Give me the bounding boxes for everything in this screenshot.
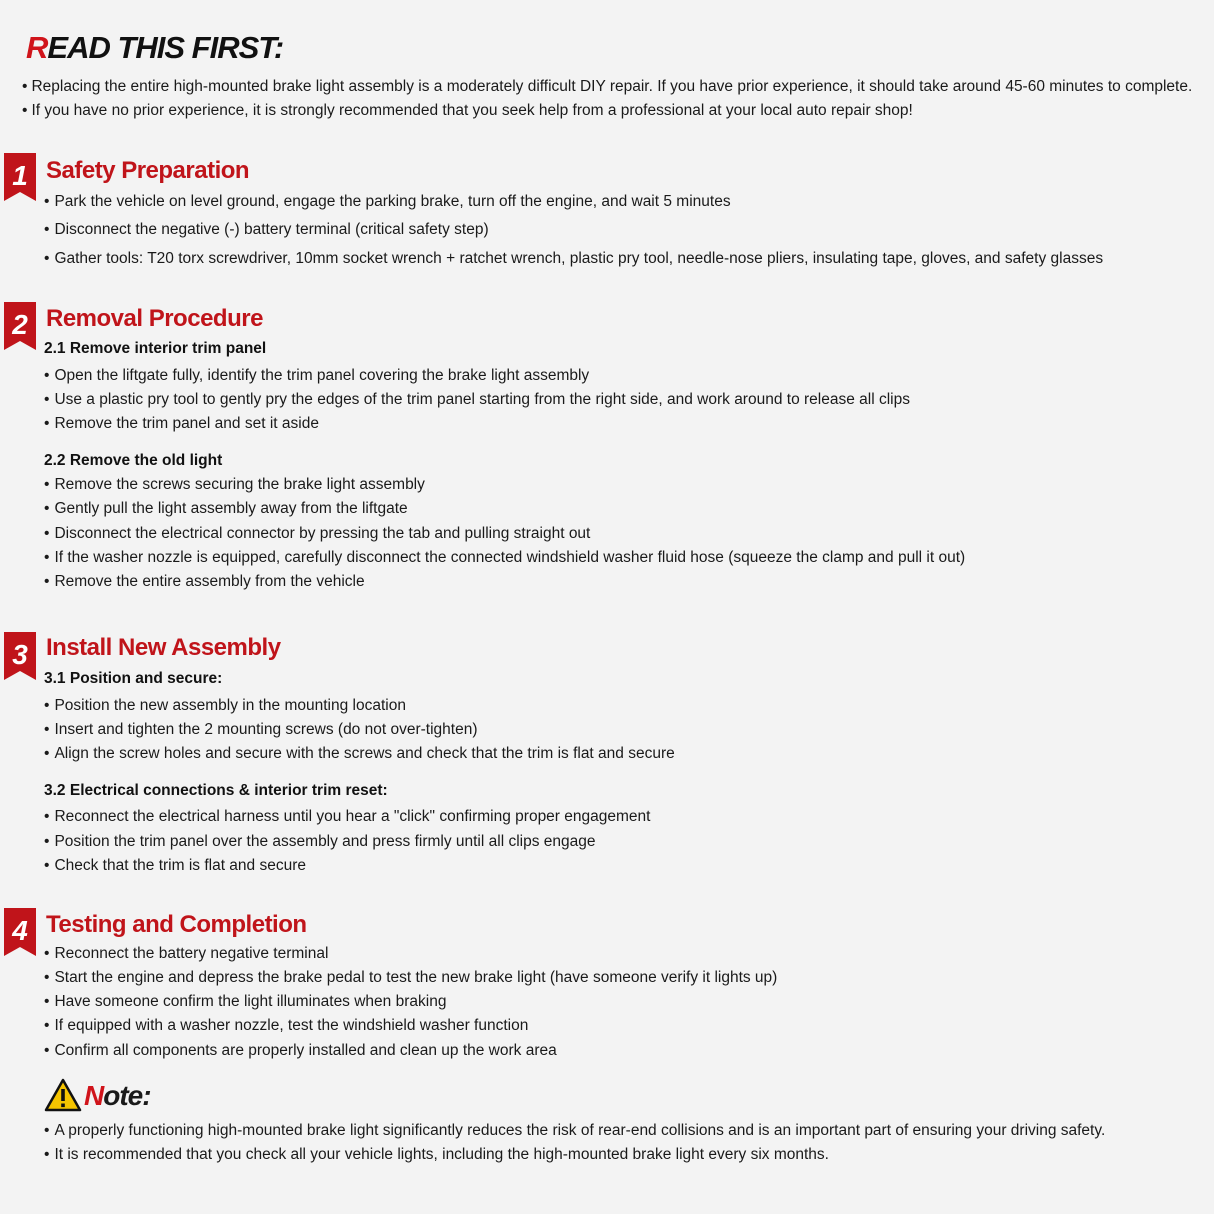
note-item: • It is recommended that you check all your vehicle lights, including the high-mounted brake light every six months.	[44, 1146, 829, 1164]
list-item: • Have someone confirm the light illuminates when braking	[44, 993, 446, 1011]
step-3-badge-icon	[4, 632, 36, 680]
list-item: • Remove the entire assembly from the vehicle	[44, 573, 365, 591]
note-item: • A properly functioning high-mounted brake light significantly reduces the risk of rear-end collisions and is an important part of ensuring your driving safety.	[44, 1122, 1105, 1140]
list-item: • Reconnect the battery negative terminal	[44, 945, 328, 963]
subsection-title: 2.2 Remove the old light	[44, 452, 223, 469]
list-item: • Align the screw holes and secure with the screws and check that the trim is flat and secure	[44, 745, 675, 763]
section-title-install: Install New Assembly	[46, 634, 281, 661]
list-item: • Start the engine and depress the brake pedal to test the new brake light (have someone verify it lights up)	[44, 969, 777, 987]
section-title-removal: Removal Procedure	[46, 305, 263, 332]
step-4-badge-icon	[4, 908, 36, 956]
step-2-badge-icon	[4, 302, 36, 350]
warning-icon	[44, 1078, 82, 1112]
list-item: • If the washer nozzle is equipped, carefully disconnect the connected windshield washer fluid hose (squeeze the clamp and pull it out)	[44, 549, 965, 567]
list-item: • Gently pull the light assembly away from the liftgate	[44, 500, 408, 518]
page-title: READ THIS FIRST:	[26, 30, 284, 65]
list-item: • Use a plastic pry tool to gently pry the edges of the trim panel starting from the right side, and work around to release all clips	[44, 391, 910, 409]
section-title-safety: Safety Preparation	[46, 157, 250, 184]
list-item: • Park the vehicle on level ground, engage the parking brake, turn off the engine, and wait 5 minutes	[44, 193, 731, 211]
list-item: • If equipped with a washer nozzle, test the windshield washer function	[44, 1017, 528, 1035]
svg-text:4: 4	[12, 915, 28, 946]
list-item: • Remove the screws securing the brake light assembly	[44, 476, 425, 494]
subsection-title: 3.2 Electrical connections & interior trim reset:	[44, 782, 388, 799]
subsection-title: 3.1 Position and secure:	[44, 670, 223, 687]
list-item: • Disconnect the electrical connector by pressing the tab and pulling straight out	[44, 525, 590, 543]
list-item: • Remove the trim panel and set it aside	[44, 415, 319, 433]
subsection-title: 2.1 Remove interior trim panel	[44, 340, 267, 357]
list-item: • Insert and tighten the 2 mounting screws (do not over-tighten)	[44, 721, 477, 739]
step-1-badge-icon	[4, 153, 36, 201]
svg-text:2: 2	[12, 309, 28, 340]
list-item: • Check that the trim is flat and secure	[44, 857, 306, 875]
list-item: • Open the liftgate fully, identify the trim panel covering the brake light assembly	[44, 367, 589, 385]
list-item: • Reconnect the electrical harness until you hear a "click" confirming proper engagement	[44, 808, 650, 826]
svg-text:3: 3	[12, 639, 28, 670]
svg-text:1: 1	[12, 160, 28, 191]
section-title-testing: Testing and Completion	[46, 911, 307, 938]
list-item: • Gather tools: T20 torx screwdriver, 10mm socket wrench + ratchet wrench, plastic pry tool, needle-nose pliers, insulating tape, gloves, and safety glasses	[44, 250, 1103, 268]
list-item: • Disconnect the negative (-) battery terminal (critical safety step)	[44, 221, 489, 239]
intro-line: • If you have no prior experience, it is strongly recommended that you seek help from a professional at your local auto repair shop!	[22, 102, 913, 120]
list-item: • Position the new assembly in the mounting location	[44, 697, 406, 715]
list-item: • Confirm all components are properly installed and clean up the work area	[44, 1042, 557, 1060]
note-title: Note:	[84, 1080, 151, 1111]
intro-line: • Replacing the entire high-mounted brake light assembly is a moderately difficult DIY repair. If you have prior experience, it should take around 45-60 minutes to complete.	[22, 78, 1192, 96]
list-item: • Position the trim panel over the assembly and press firmly until all clips engage	[44, 833, 595, 851]
